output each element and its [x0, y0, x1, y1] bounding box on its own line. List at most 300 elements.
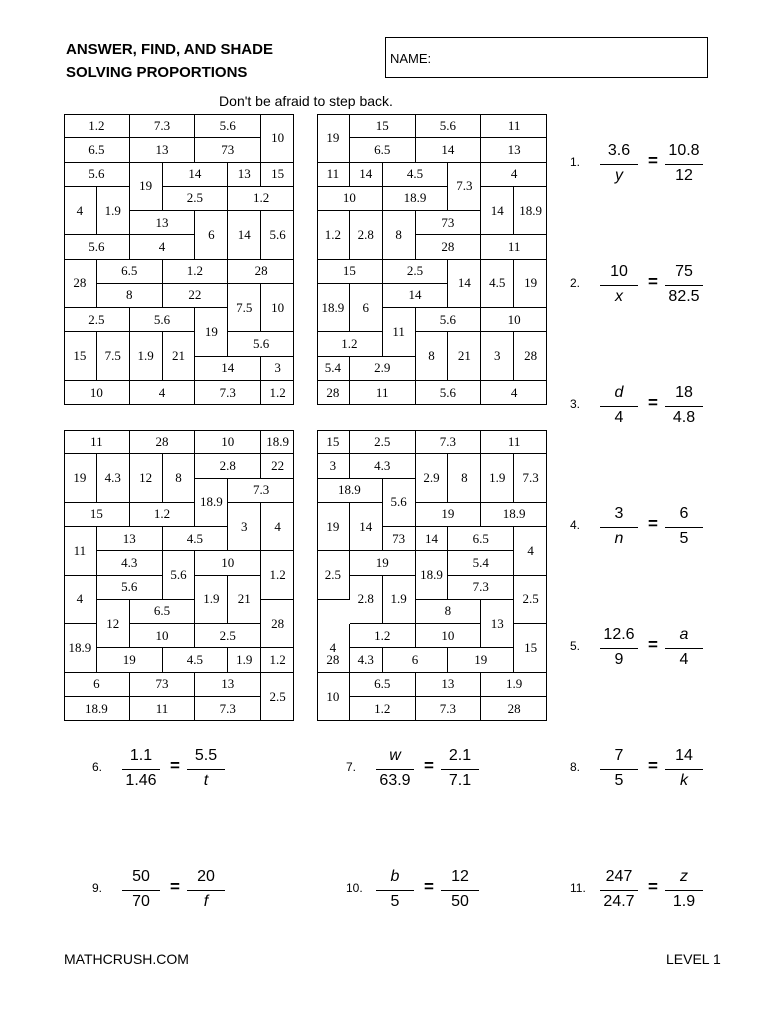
grid-cell[interactable]: 5.6: [416, 308, 482, 332]
proportion-problem: [570, 620, 730, 676]
grid-cell[interactable]: 18.9: [261, 430, 294, 454]
fraction-bar: [600, 769, 638, 770]
grid-cell[interactable]: 28: [130, 430, 196, 454]
grid-cell[interactable]: 11: [64, 430, 130, 454]
grid-cell[interactable]: 1.9: [97, 187, 130, 236]
grid-cell[interactable]: 18.9: [195, 479, 228, 528]
denominator: 5: [614, 772, 624, 789]
fraction-bar: [665, 164, 703, 165]
grid-cell[interactable]: 5.6: [261, 211, 294, 260]
equals-sign: =: [648, 514, 658, 533]
grid-cell[interactable]: 12: [130, 454, 163, 503]
grid-cell[interactable]: 2.9: [350, 357, 416, 381]
fraction: [360, 866, 430, 918]
grid-cell[interactable]: 18.9: [514, 187, 547, 236]
fraction-bar: [122, 769, 160, 770]
problem-number: 2.: [570, 276, 581, 290]
grid-cell[interactable]: 18.9: [317, 284, 350, 333]
grid-cell[interactable]: 7.3: [448, 576, 514, 600]
proportion-problem: [346, 741, 506, 797]
grid-cell[interactable]: 14: [481, 187, 514, 236]
grid-cell[interactable]: 7.3: [416, 697, 482, 721]
grid-cell[interactable]: 11: [317, 163, 350, 187]
grid-cell[interactable]: 15: [64, 332, 97, 381]
grid-cell[interactable]: 18.9: [481, 503, 547, 527]
grid-cell[interactable]: 22: [163, 284, 229, 308]
grid-cell[interactable]: 14: [350, 163, 383, 187]
grid-cell[interactable]: 5.6: [163, 551, 196, 600]
worksheet-title-line1: ANSWER, FIND, AND SHADE: [66, 41, 273, 58]
grid-cell[interactable]: 6: [383, 648, 449, 672]
proportion-problem: [570, 499, 730, 555]
grid-cell[interactable]: 19: [350, 551, 416, 575]
equals-sign: =: [648, 272, 658, 291]
grid-cell[interactable]: 5.6: [228, 332, 294, 356]
grid-cell[interactable]: 11: [481, 430, 547, 454]
grid-cell[interactable]: 12: [97, 600, 130, 649]
grid-cell[interactable]: 2.9: [416, 454, 449, 503]
fraction: [649, 745, 719, 797]
fraction: [171, 866, 241, 918]
grid-cell[interactable]: 1.9: [481, 673, 547, 697]
grid-cell[interactable]: 11: [481, 235, 547, 259]
grid-cell[interactable]: 4.3: [350, 454, 416, 478]
grid-cell[interactable]: 73: [130, 673, 196, 697]
problem-number: 5.: [570, 639, 581, 653]
grid-cell[interactable]: 21: [163, 332, 196, 381]
denominator: 9: [614, 651, 624, 668]
grid-cell[interactable]: 7.5: [228, 284, 261, 333]
grid-cell[interactable]: 4.3: [97, 551, 163, 575]
grid-cell[interactable]: 18.9: [64, 697, 130, 721]
grid-cell[interactable]: 14: [383, 284, 449, 308]
grid-cell[interactable]: 4: [510, 384, 518, 400]
grid-cell[interactable]: 14: [350, 503, 383, 552]
grid-cell[interactable]: 4: [130, 381, 196, 405]
numerator: w: [389, 747, 401, 764]
grid-cell[interactable]: 1.2: [350, 624, 416, 648]
puzzle-grid: [64, 430, 294, 721]
grid-cell[interactable]: 2.8: [195, 454, 261, 478]
numerator: z: [680, 868, 688, 885]
proportion-problem: [570, 741, 730, 797]
grid-cell[interactable]: 4: [514, 527, 547, 576]
grid-cell[interactable]: 19: [195, 308, 228, 357]
grid-cell[interactable]: 1.2: [261, 648, 294, 672]
problem-number: 8.: [570, 760, 581, 774]
numerator: 20: [197, 868, 215, 885]
grid-cell[interactable]: 15: [317, 260, 383, 284]
denominator: 70: [132, 893, 150, 910]
grid-cell[interactable]: 13: [416, 673, 482, 697]
fraction: [584, 503, 654, 555]
denominator: 1.9: [672, 893, 696, 910]
problem-number: 6.: [92, 760, 103, 774]
grid-cell[interactable]: 1.2: [350, 697, 416, 721]
grid-cell[interactable]: 13: [481, 138, 547, 162]
numerator: 3.6: [607, 142, 631, 159]
denominator: 4: [614, 409, 624, 426]
grid-cell[interactable]: 3: [228, 503, 261, 552]
fraction-bar: [187, 890, 225, 891]
grid-cell[interactable]: 7.5: [97, 332, 130, 381]
grid-cell[interactable]: 15: [514, 624, 547, 673]
grid-cell[interactable]: 7.3: [514, 454, 547, 503]
grid-cell[interactable]: 10: [261, 284, 294, 333]
grid-cell[interactable]: 13: [195, 673, 261, 697]
fraction: [584, 745, 654, 797]
grid-cell[interactable]: 1.2: [317, 332, 383, 356]
fraction: [425, 866, 495, 918]
grid-cell[interactable]: 73: [416, 211, 482, 235]
fraction-bar: [376, 890, 414, 891]
grid-cell[interactable]: 8: [416, 600, 482, 624]
denominator: 7.1: [448, 772, 472, 789]
grid-cell[interactable]: 10: [64, 381, 130, 405]
numerator: 12.6: [603, 626, 635, 643]
grid-cell[interactable]: 1.2: [317, 211, 350, 260]
problem-number: 11.: [570, 881, 586, 895]
numerator: 1.1: [129, 747, 153, 764]
grid-cell[interactable]: 73: [195, 138, 261, 162]
grid-cell[interactable]: 4: [317, 624, 350, 673]
grid-cell[interactable]: 5.6: [130, 308, 196, 332]
fraction-bar: [441, 890, 479, 891]
grid-cell[interactable]: 19: [416, 503, 482, 527]
grid-cell[interactable]: 4.5: [481, 260, 514, 309]
grid-cell[interactable]: 8: [448, 454, 481, 503]
grid-cell[interactable]: 5.6: [97, 576, 163, 600]
numerator: 12: [451, 868, 469, 885]
equals-sign: =: [648, 635, 658, 654]
grid-cell[interactable]: 7.3: [228, 479, 294, 503]
grid-cell[interactable]: 8: [416, 332, 449, 381]
grid-cell[interactable]: 3: [261, 357, 294, 381]
grid-cell[interactable]: 5.4: [317, 357, 350, 381]
grid-cell[interactable]: 6: [350, 284, 383, 333]
fraction: [425, 745, 495, 797]
fraction-bar: [665, 285, 703, 286]
grid-cell[interactable]: 1.9: [383, 576, 416, 625]
grid-cell[interactable]: 4.5: [163, 648, 229, 672]
grid-cell[interactable]: 73: [383, 527, 416, 551]
grid-cell[interactable]: 10: [261, 114, 294, 163]
grid-cell[interactable]: 28: [64, 260, 97, 309]
grid-cell[interactable]: 13: [228, 163, 261, 187]
fraction-bar: [441, 769, 479, 770]
grid-cell[interactable]: 13: [481, 600, 514, 649]
puzzle-grid: [317, 430, 547, 721]
denominator: k: [680, 772, 688, 789]
grid-cell[interactable]: 11: [481, 114, 547, 138]
fraction: [584, 261, 654, 313]
grid-cell[interactable]: 1.2: [130, 503, 196, 527]
fraction: [649, 261, 719, 313]
numerator: 10.8: [668, 142, 700, 159]
numerator: b: [390, 868, 400, 885]
grid-cell[interactable]: 21: [228, 576, 261, 625]
grid-cell[interactable]: 6.5: [350, 673, 416, 697]
fraction-bar: [376, 769, 414, 770]
grid-cell[interactable]: 6.5: [448, 527, 514, 551]
grid-cell[interactable]: 2.5: [64, 308, 130, 332]
footer-level: LEVEL 1: [666, 951, 721, 967]
denominator: 1.46: [125, 772, 157, 789]
grid-cell[interactable]: 11: [64, 527, 97, 576]
equals-sign: =: [648, 393, 658, 412]
grid-cell[interactable]: 10: [130, 624, 196, 648]
numerator: 14: [675, 747, 693, 764]
grid-cell[interactable]: 28: [261, 600, 294, 649]
grid-cell[interactable]: 5.4: [448, 551, 514, 575]
grid-cell[interactable]: 18.9: [383, 187, 449, 211]
numerator: a: [679, 626, 689, 643]
grid-cell[interactable]: 8: [383, 211, 416, 260]
numerator: 10: [610, 263, 628, 280]
numerator: 75: [675, 263, 693, 280]
fraction: [649, 503, 719, 555]
numerator: 50: [132, 868, 150, 885]
grid-cell[interactable]: 6.5: [64, 138, 130, 162]
grid-cell[interactable]: 15: [350, 114, 416, 138]
grid-cell[interactable]: 6.5: [350, 138, 416, 162]
numerator: 247: [605, 868, 633, 885]
fraction-bar: [600, 648, 638, 649]
denominator: 12: [675, 167, 693, 184]
equals-sign: =: [170, 877, 180, 896]
fraction-bar: [600, 890, 638, 891]
grid-cell[interactable]: 11: [350, 381, 416, 405]
denominator: 4.8: [672, 409, 696, 426]
proportion-problem: [570, 862, 730, 918]
proportion-problem: [570, 136, 730, 192]
denominator: n: [614, 530, 624, 547]
grid-cell[interactable]: 7.3: [195, 381, 261, 405]
denominator: y: [615, 167, 623, 184]
fraction-bar: [665, 769, 703, 770]
grid-cell[interactable]: 10: [317, 673, 350, 722]
grid-cell[interactable]: 1.2: [269, 384, 286, 400]
footer-site: MATHCRUSH.COM: [64, 951, 189, 967]
grid-cell[interactable]: 8: [163, 454, 196, 503]
grid-cell[interactable]: 21: [448, 332, 481, 381]
grid-cell[interactable]: 11: [130, 697, 196, 721]
grid-cell[interactable]: 14: [416, 138, 482, 162]
equals-sign: =: [648, 756, 658, 775]
grid-cell[interactable]: 10: [317, 187, 383, 211]
grid-cell[interactable]: 7.3: [416, 430, 482, 454]
fraction: [649, 624, 719, 676]
grid-cell[interactable]: 8: [97, 284, 163, 308]
grid-cell[interactable]: 2.5: [383, 260, 449, 284]
grid-cell[interactable]: 19: [130, 163, 163, 212]
grid-cell[interactable]: 19: [514, 260, 547, 309]
grid-cell[interactable]: 2.5: [195, 624, 261, 648]
grid-cell[interactable]: 4.3: [97, 454, 130, 503]
grid-cell[interactable]: 19: [317, 503, 350, 552]
grid-cell[interactable]: 1.2: [261, 551, 294, 600]
grid-cell[interactable]: 28: [416, 235, 482, 259]
grid-cell[interactable]: 5.6: [195, 114, 261, 138]
grid-cell[interactable]: 15: [64, 503, 130, 527]
grid-cell[interactable]: 14: [163, 163, 229, 187]
grid-cell[interactable]: 6.5: [130, 600, 196, 624]
grid-cell[interactable]: 5.6: [416, 114, 482, 138]
grid-cell[interactable]: 15: [261, 163, 294, 187]
grid-cell[interactable]: 18.9: [416, 551, 449, 600]
grid-cell[interactable]: 14: [448, 260, 481, 309]
grid-cell[interactable]: 4: [64, 576, 97, 625]
denominator: 82.5: [668, 288, 700, 305]
grid-cell[interactable]: 19: [64, 454, 97, 503]
grid-cell[interactable]: 3: [317, 454, 350, 478]
equals-sign: =: [424, 877, 434, 896]
grid-cell[interactable]: 1.9: [195, 576, 228, 625]
problem-number: 10.: [346, 881, 363, 895]
name-label: NAME:: [390, 51, 432, 66]
grid-cell[interactable]: 13: [97, 527, 163, 551]
problem-number: 9.: [92, 881, 103, 895]
fraction: [106, 745, 176, 797]
grid-cell[interactable]: 7.3: [448, 163, 481, 212]
grid-cell[interactable]: 13: [130, 211, 196, 235]
grid-cell[interactable]: 5.6: [383, 479, 416, 528]
grid-cell[interactable]: 2.8: [350, 211, 383, 260]
grid-cell[interactable]: 4.3: [350, 648, 383, 672]
fraction: [171, 745, 241, 797]
fraction-bar: [600, 285, 638, 286]
grid-cell[interactable]: 1.9: [228, 648, 261, 672]
fraction-bar: [665, 648, 703, 649]
name-field[interactable]: [385, 37, 708, 78]
grid-cell[interactable]: 10: [481, 308, 547, 332]
grid-cell[interactable]: 28: [317, 381, 350, 405]
grid-cell[interactable]: 5.6: [64, 163, 130, 187]
grid-cell[interactable]: 11: [383, 308, 416, 357]
numerator: 6: [679, 505, 689, 522]
fraction-bar: [600, 527, 638, 528]
grid-cell[interactable]: 1.2: [163, 260, 229, 284]
grid-cell[interactable]: 2.5: [350, 430, 416, 454]
denominator: 5: [679, 530, 689, 547]
fraction: [360, 745, 430, 797]
problem-number: 3.: [570, 397, 581, 411]
grid-cell[interactable]: 19: [97, 648, 163, 672]
grid-cell[interactable]: 1.9: [481, 454, 514, 503]
grid-cell[interactable]: 14: [195, 357, 261, 381]
proportion-problem: [570, 257, 730, 313]
grid-cell[interactable]: 14: [228, 211, 261, 260]
fraction: [649, 382, 719, 434]
grid-cell[interactable]: 10: [416, 624, 482, 648]
numerator: d: [614, 384, 624, 401]
puzzle-grid: [64, 114, 294, 405]
grid-cell[interactable]: 4: [130, 235, 196, 259]
grid-cell[interactable]: 28: [317, 648, 350, 672]
grid-cell[interactable]: 1.2: [64, 114, 130, 138]
grid-cell[interactable]: 28: [514, 332, 547, 381]
grid-cell[interactable]: 4.5: [163, 527, 229, 551]
denominator: x: [615, 288, 623, 305]
fraction: [649, 140, 719, 192]
grid-cell[interactable]: 6.5: [97, 260, 163, 284]
grid-cell[interactable]: 5.6: [64, 235, 130, 259]
problem-number: 7.: [346, 760, 357, 774]
grid-cell[interactable]: 2.5: [163, 187, 229, 211]
puzzle-grid: [317, 114, 547, 405]
grid-cell[interactable]: 22: [261, 454, 294, 478]
fraction: [584, 140, 654, 192]
numerator: 3: [614, 505, 624, 522]
grid-cell[interactable]: 4.5: [383, 163, 449, 187]
grid-cell[interactable]: 28: [228, 260, 294, 284]
grid-cell[interactable]: 6: [195, 211, 228, 260]
equals-sign: =: [424, 756, 434, 775]
fraction-bar: [122, 890, 160, 891]
grid-cell[interactable]: 6: [64, 673, 130, 697]
grid-cell[interactable]: 19: [317, 114, 350, 163]
grid-cell[interactable]: 7.3: [195, 697, 261, 721]
grid-cell[interactable]: 2.8: [350, 576, 383, 625]
grid-cell[interactable]: 19: [448, 648, 514, 672]
grid-cell[interactable]: 4: [481, 163, 547, 187]
grid-cell[interactable]: 4: [64, 187, 97, 236]
proportion-problem: [346, 862, 506, 918]
grid-cell[interactable]: 4: [261, 503, 294, 552]
fraction: [584, 866, 654, 918]
denominator: 4: [679, 651, 689, 668]
numerator: 18: [675, 384, 693, 401]
equals-sign: =: [170, 756, 180, 775]
grid-cell[interactable]: 18.9: [64, 624, 97, 673]
grid-cell[interactable]: 7.3: [130, 114, 196, 138]
grid-cell[interactable]: 13: [130, 138, 196, 162]
grid-cell[interactable]: 18.9: [317, 479, 383, 503]
fraction-bar: [600, 406, 638, 407]
fraction: [106, 866, 176, 918]
grid-cell[interactable]: 2.5: [269, 688, 286, 704]
grid-cell[interactable]: 15: [317, 430, 350, 454]
proportion-problem: [570, 378, 730, 434]
denominator: f: [203, 893, 209, 910]
worksheet-title-line2: SOLVING PROPORTIONS: [66, 64, 248, 81]
grid-cell[interactable]: 1.2: [228, 187, 294, 211]
grid-cell[interactable]: 14: [416, 527, 449, 551]
equals-sign: =: [648, 877, 658, 896]
subtitle: Don't be afraid to step back.: [219, 93, 393, 109]
grid-cell[interactable]: 28: [507, 700, 521, 716]
grid-cell[interactable]: 5.6: [416, 381, 482, 405]
grid-cell[interactable]: 2.5: [317, 551, 350, 600]
numerator: 2.1: [448, 747, 472, 764]
grid-cell[interactable]: 1.9: [130, 332, 163, 381]
fraction: [584, 624, 654, 676]
fraction: [584, 382, 654, 434]
grid-cell[interactable]: 3: [481, 332, 514, 381]
grid-cell[interactable]: 2.5: [514, 576, 547, 625]
denominator: t: [203, 772, 209, 789]
fraction-bar: [665, 890, 703, 891]
numerator: 5.5: [194, 747, 218, 764]
equals-sign: =: [648, 151, 658, 170]
grid-cell[interactable]: 10: [195, 430, 261, 454]
numerator: 7: [614, 747, 624, 764]
grid-cell[interactable]: 10: [195, 551, 261, 575]
fraction-bar: [600, 164, 638, 165]
fraction-bar: [665, 406, 703, 407]
denominator: 63.9: [379, 772, 411, 789]
proportion-problem: [92, 862, 252, 918]
